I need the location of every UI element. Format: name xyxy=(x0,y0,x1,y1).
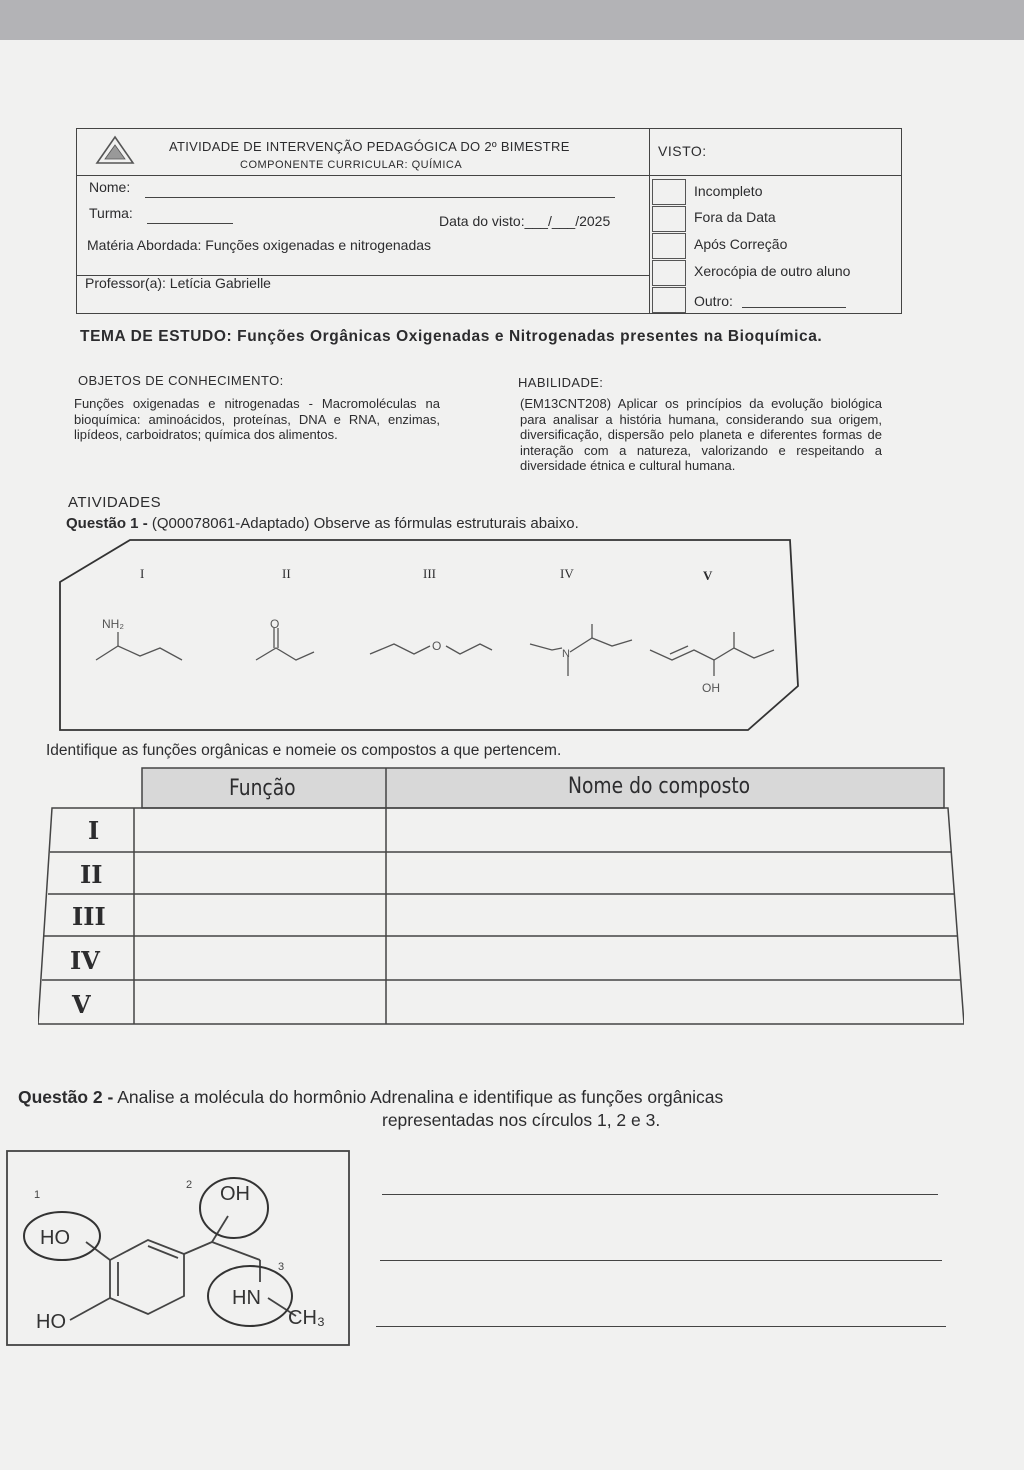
structure-label-iv: IV xyxy=(560,566,574,581)
answer-line-2[interactable] xyxy=(380,1260,942,1261)
turma-field[interactable] xyxy=(147,223,233,224)
answer-line-3[interactable] xyxy=(376,1326,946,1327)
option-incompleto: Incompleto xyxy=(694,183,763,199)
atom-oh: OH xyxy=(702,681,720,695)
materia-label: Matéria Abordada: Funções oxigenadas e nitrogenadas xyxy=(87,237,432,253)
row-label-i: I xyxy=(88,816,100,845)
option-xerocopia: Xerocópia de outro aluno xyxy=(694,263,851,279)
checkbox-incompleto[interactable] xyxy=(652,179,686,205)
question-1-text: (Q00078061-Adaptado) Observe as fórmulas estruturais abaixo. xyxy=(147,515,579,532)
answer-line-1[interactable] xyxy=(382,1194,938,1195)
checkbox-xerocopia[interactable] xyxy=(652,260,686,286)
question-1 xyxy=(66,515,579,532)
adrenalina-structure xyxy=(6,1150,350,1346)
habilidade-text: (EM13CNT208) Aplicar os princípios da evolução biológica para analisar a história humana, considerando sua origem, diversificação, dispersão pelo planeta e diferentes formas de interação com a natureza, valorizando e respeitando a diversidade étnica e cultural humana. xyxy=(520,396,882,473)
objetos-text: Funções oxigenadas e nitrogenadas - Macromoléculas na bioquímica: aminoácidos, proteínas, DNA e RNA, enzimas, lipídeos, carboidratos; química dos alimentos. xyxy=(74,396,440,442)
header-title-cell xyxy=(77,129,649,176)
structure-label-ii: II xyxy=(282,566,291,581)
structure-label-iii: III xyxy=(423,566,436,581)
turma-label: Turma: xyxy=(89,205,133,221)
visto-label: VISTO: xyxy=(658,143,707,159)
checkbox-fora-da-data[interactable] xyxy=(652,206,686,232)
group-oh: OH xyxy=(220,1183,250,1205)
group-hn: HN xyxy=(232,1287,261,1309)
visto-cell xyxy=(650,129,901,176)
visto-panel xyxy=(650,129,901,313)
atom-o-ether: O xyxy=(432,639,442,653)
row-label-v: V xyxy=(72,990,91,1019)
question-2-text: Analise a molécula do hormônio Adrenalina e identifique as funções orgânicas xyxy=(113,1087,724,1107)
option-outro: Outro: xyxy=(694,293,733,309)
checkbox-outro[interactable] xyxy=(652,287,686,313)
header-table xyxy=(76,128,902,314)
structure-iv xyxy=(530,624,632,676)
tema-de-estudo: TEMA DE ESTUDO: Funções Orgânicas Oxigenadas e Nitrogenadas presentes na Bioquímica. xyxy=(80,328,823,345)
structure-ii xyxy=(256,628,314,660)
header-nome-composto: Nome do composto xyxy=(568,774,751,799)
row-label-ii: II xyxy=(80,860,103,889)
nome-field[interactable] xyxy=(145,197,615,198)
outro-field[interactable] xyxy=(742,307,846,308)
header-left xyxy=(77,129,650,313)
structure-i xyxy=(96,632,182,660)
nome-label: Nome: xyxy=(89,179,131,195)
habilidade-title: HABILIDADE: xyxy=(518,375,604,390)
identify-instruction: Identifique as funções orgânicas e nomeie os compostos a que pertencem. xyxy=(46,742,562,759)
circle-number-1: 1 xyxy=(34,1189,41,1201)
row-label-iii: III xyxy=(72,902,106,931)
option-apos-correcao: Após Correção xyxy=(694,236,788,252)
atom-nh2: NH₂ xyxy=(102,617,124,631)
option-fora-da-data: Fora da Data xyxy=(694,209,776,225)
question-2 xyxy=(18,1083,948,1111)
group-ch3: CH₃ xyxy=(288,1307,326,1329)
professor-cell xyxy=(77,275,649,314)
question-2-label: Questão 2 - xyxy=(18,1087,114,1107)
data-visto-label: Data do visto:___/___/2025 xyxy=(439,213,611,229)
structure-v xyxy=(650,632,774,676)
objetos-title: OBJETOS DE CONHECIMENTO: xyxy=(78,373,284,388)
circle-number-2: 2 xyxy=(186,1179,193,1191)
professor-label: Professor(a): Letícia Gabrielle xyxy=(85,275,271,291)
group-ho-bottom: HO xyxy=(36,1311,66,1333)
atom-n-amine: N xyxy=(562,648,570,660)
structure-iii xyxy=(370,644,492,654)
atom-o-carbonyl: O xyxy=(270,617,280,631)
structure-label-i: I xyxy=(140,566,145,581)
question-1-label: Questão 1 - xyxy=(66,515,148,532)
question-2-text-line2: representadas nos círculos 1, 2 e 3. xyxy=(382,1110,661,1130)
checkbox-apos-correcao[interactable] xyxy=(652,233,686,259)
school-logo-icon xyxy=(95,135,135,165)
atividades-title: ATIVIDADES xyxy=(68,494,162,511)
structure-label-v: V xyxy=(703,568,713,583)
answer-table xyxy=(38,766,964,1026)
row-label-iv: IV xyxy=(70,946,100,975)
circle-number-3: 3 xyxy=(278,1261,285,1273)
header-funcao: Função xyxy=(229,776,296,801)
group-ho-top: HO xyxy=(40,1227,70,1249)
activity-title: ATIVIDADE DE INTERVENÇÃO PEDAGÓGICA DO 2º BIMESTRE xyxy=(169,139,570,154)
component-label: COMPONENTE CURRICULAR: QUÍMICA xyxy=(240,159,463,171)
background-surface xyxy=(0,0,1024,40)
